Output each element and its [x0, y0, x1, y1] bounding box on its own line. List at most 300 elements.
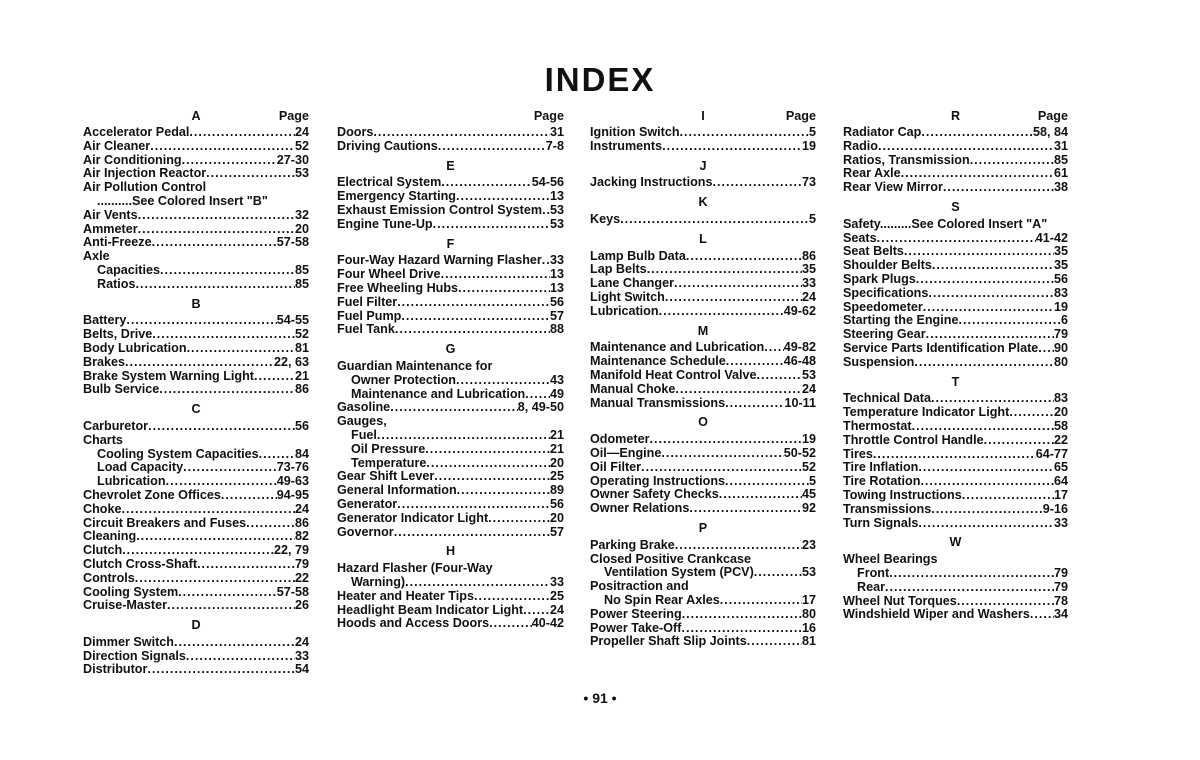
- index-entry: [337, 204, 564, 218]
- index-entry: [843, 608, 1068, 622]
- index-entry: [83, 195, 309, 209]
- entry-label: Windshield Wiper and Washers: [843, 607, 1030, 622]
- dot-leader: [962, 489, 1054, 503]
- section-letter: E: [446, 158, 455, 173]
- entry-page: 13: [549, 189, 564, 204]
- entry-label: Wheel Nut Torques: [843, 593, 957, 608]
- section-letter: B: [191, 296, 201, 311]
- index-section: [590, 416, 816, 516]
- entry-page: 5: [808, 211, 816, 226]
- index-entry: [590, 461, 816, 475]
- entry-page: 23: [801, 537, 816, 552]
- entry-page: 31: [549, 125, 564, 139]
- dot-leader: [434, 470, 550, 484]
- entry-label: Suspension: [843, 354, 915, 369]
- page-number: • 91 •: [583, 690, 617, 706]
- entry-label: Axle: [83, 249, 110, 264]
- entry-label: Tires: [843, 446, 873, 461]
- entry-page: 49: [549, 386, 564, 401]
- entry-label: Capacities: [97, 262, 160, 277]
- index-entry: [337, 526, 564, 540]
- section-letter: M: [697, 323, 709, 338]
- entry-page: 22, 63: [273, 354, 309, 369]
- index-entry: [590, 383, 816, 397]
- entry-page: 20: [549, 510, 564, 525]
- entry-label: Owner Protection: [351, 372, 456, 387]
- entry-page: 54-55: [276, 313, 309, 328]
- entry-label: Cooling System: [83, 584, 179, 599]
- dot-leader: [916, 273, 1054, 287]
- index-section: [843, 201, 1068, 370]
- dot-leader: [542, 254, 550, 268]
- dot-leader: [725, 397, 784, 411]
- index-column-1: [83, 110, 309, 677]
- entry-page: 21: [294, 368, 309, 383]
- entry-label: Technical Data: [843, 391, 931, 406]
- section-letter: A: [191, 109, 201, 123]
- entry-label: Parking Brake: [590, 537, 675, 552]
- entry-label: Air Pollution Control: [83, 180, 207, 195]
- entry-page: 17: [1053, 487, 1068, 502]
- entry-label: Direction Signals: [83, 648, 186, 663]
- index-entry: [83, 342, 309, 356]
- index-entry: [337, 470, 564, 484]
- dot-leader: [206, 167, 295, 181]
- section-letter: H: [445, 544, 456, 559]
- entry-label: Fuel: [351, 427, 377, 442]
- index-entry: [590, 566, 816, 580]
- index-entry: [337, 429, 564, 443]
- dot-leader: [641, 461, 802, 475]
- entry-label: Anti-Freeze: [83, 235, 152, 250]
- entry-label: Doors: [337, 125, 374, 139]
- entry-label: Ratios, Transmission: [843, 152, 970, 167]
- index-section: [590, 325, 816, 411]
- entry-label: Manual Transmissions: [590, 395, 726, 410]
- dot-leader: [401, 310, 550, 324]
- dot-leader: [136, 278, 295, 292]
- dot-leader: [425, 443, 550, 457]
- dot-leader: [147, 663, 295, 677]
- index-entry: [83, 663, 309, 677]
- dot-leader: [928, 287, 1054, 301]
- entry-page: 79: [1053, 565, 1068, 580]
- index-section: [337, 126, 564, 154]
- section-letter: O: [698, 415, 708, 430]
- index-column-4: [843, 110, 1068, 622]
- dot-leader: [725, 475, 809, 489]
- entry-label: Radio: [843, 138, 878, 153]
- entry-label: Jacking Instructions: [590, 175, 713, 190]
- index-entry: [83, 223, 309, 237]
- entry-page: 79: [1053, 579, 1068, 594]
- entry-label: Bulb Service: [83, 382, 160, 397]
- entry-label: Throttle Control Handle: [843, 432, 984, 447]
- dot-leader: [680, 126, 809, 140]
- entry-label: Thermostat: [843, 418, 912, 433]
- entry-label: Front: [857, 565, 890, 580]
- index-entry: [843, 218, 1068, 232]
- index-section: [590, 126, 816, 154]
- entry-label: Lubrication: [590, 303, 659, 318]
- index-section: [337, 343, 564, 539]
- dot-leader: [649, 433, 802, 447]
- index-entry: [590, 263, 816, 277]
- index-entry: [843, 356, 1068, 370]
- entry-page: 79: [1053, 327, 1068, 342]
- section-letter: T: [951, 374, 960, 389]
- section-letter: R: [950, 109, 961, 123]
- index-entry: [83, 448, 309, 462]
- entry-label: Charts: [83, 432, 123, 447]
- dot-leader: [182, 154, 277, 168]
- dot-leader: [620, 213, 809, 227]
- entry-page: 32: [294, 207, 309, 222]
- entry-label: No Spin Rear Axles: [604, 592, 720, 607]
- index-entry: [843, 154, 1068, 168]
- entry-page: 58, 84: [1032, 125, 1068, 139]
- dot-leader: [926, 328, 1054, 342]
- index-entry: [843, 489, 1068, 503]
- index-section: [590, 522, 816, 649]
- entry-label: Warning): [351, 574, 406, 589]
- entry-label: Ratios: [97, 276, 136, 291]
- dot-leader: [689, 502, 802, 516]
- section-letter: I: [701, 109, 705, 123]
- entry-label: Seats: [843, 230, 877, 245]
- dot-leader: [405, 576, 550, 590]
- dot-leader: [456, 374, 550, 388]
- entry-label: Temperature Indicator Light: [843, 405, 1010, 420]
- dot-leader: [873, 448, 1036, 462]
- dot-leader: [675, 539, 802, 553]
- entry-label: Tire Rotation: [843, 474, 921, 489]
- entry-page: 53: [801, 565, 816, 580]
- dot-leader: [189, 126, 295, 140]
- index-entry: [83, 181, 309, 195]
- entry-label: Operating Instructions: [590, 473, 726, 488]
- entry-page: 64-77: [1035, 446, 1068, 461]
- entry-page: 58: [1053, 418, 1068, 433]
- entry-label: Oil—Engine: [590, 445, 662, 460]
- entry-page: 38: [1053, 180, 1068, 195]
- index-entry: [337, 498, 564, 512]
- entry-label: Exhaust Emission Control System: [337, 202, 543, 217]
- index-entry: [590, 553, 816, 567]
- dot-leader: [931, 392, 1054, 406]
- entry-page: 19: [1053, 299, 1068, 314]
- page-column-label: Page: [533, 109, 564, 123]
- entry-label: Ignition Switch: [590, 125, 680, 139]
- index-entry: [83, 209, 309, 223]
- entry-page: 5: [808, 473, 816, 488]
- entry-page: 85: [294, 262, 309, 277]
- index-entry: [590, 355, 816, 369]
- dot-leader: [659, 305, 784, 319]
- entry-page: 85: [294, 276, 309, 291]
- dot-leader: [877, 232, 1036, 246]
- index-entry: [83, 278, 309, 292]
- entry-label: Gear Shift Lever: [337, 469, 435, 484]
- index-entry: [590, 126, 816, 140]
- dot-leader: [135, 572, 295, 586]
- entry-label: Load Capacity: [97, 460, 184, 475]
- index-entry: [83, 420, 309, 434]
- index-entry: [337, 415, 564, 429]
- entry-label: Maintenance Schedule: [590, 354, 726, 369]
- entry-label: Fuel Filter: [337, 294, 398, 309]
- dot-leader: [488, 512, 550, 526]
- entry-page: 57: [549, 308, 564, 323]
- entry-page: 64: [1053, 474, 1068, 489]
- dot-leader: [254, 370, 295, 384]
- entry-label: Light Switch: [590, 289, 665, 304]
- entry-label: Turn Signals: [843, 515, 919, 530]
- entry-page: 50-52: [783, 445, 816, 460]
- index-entry: [590, 397, 816, 411]
- entry-page: 33: [549, 253, 564, 268]
- dot-leader: [183, 461, 277, 475]
- index-entry: [590, 475, 816, 489]
- dot-leader: [931, 503, 1043, 517]
- entry-page: 78: [1053, 593, 1068, 608]
- index-entry: [83, 503, 309, 517]
- entry-label: Clutch: [83, 543, 123, 558]
- dot-leader: [159, 383, 295, 397]
- entry-label: Cooling System Capacities: [97, 446, 259, 461]
- entry-label: Distributor: [83, 662, 148, 677]
- index-entry: [590, 539, 816, 553]
- entry-page: 5: [808, 125, 816, 139]
- entry-page: 24: [801, 289, 816, 304]
- index-entry: [590, 291, 816, 305]
- dot-leader: [474, 590, 550, 604]
- entry-label: Safety.........See Colored Insert "A": [843, 216, 1048, 231]
- index-section: [843, 376, 1068, 531]
- dot-leader: [957, 595, 1054, 609]
- dot-leader: [457, 484, 550, 498]
- index-section: [83, 403, 309, 613]
- dot-leader: [221, 489, 277, 503]
- entry-label: Brake System Warning Light: [83, 368, 254, 383]
- dot-leader: [138, 223, 295, 237]
- entry-page: 24: [294, 125, 309, 139]
- entry-label: Body Lubrication: [83, 340, 187, 355]
- dot-leader: [122, 503, 295, 517]
- index-entry: [337, 296, 564, 310]
- section-letter: K: [698, 195, 708, 210]
- dot-leader: [747, 635, 802, 649]
- entry-label: Air Cleaner: [83, 138, 151, 153]
- index-entry: [83, 370, 309, 384]
- entry-label: Closed Positive Crankcase: [590, 551, 751, 566]
- entry-label: Temperature: [351, 455, 427, 470]
- entry-label: Air Vents: [83, 207, 138, 222]
- entry-page: 24: [801, 381, 816, 396]
- dot-leader: [167, 599, 295, 613]
- entry-label: Instruments: [590, 138, 663, 153]
- index-entry: [843, 567, 1068, 581]
- index-entry: [590, 488, 816, 502]
- index-entry: [83, 140, 309, 154]
- entry-label: Shoulder Belts: [843, 258, 932, 273]
- dot-leader: [712, 176, 802, 190]
- entry-label: Owner Safety Checks: [590, 487, 719, 502]
- index-entry: [843, 475, 1068, 489]
- dot-leader: [542, 204, 550, 218]
- entry-page: 86: [294, 382, 309, 397]
- dot-leader: [1038, 342, 1054, 356]
- entry-page: 73-76: [276, 460, 309, 475]
- entry-page: 89: [549, 483, 564, 498]
- entry-label: Generator Indicator Light: [337, 510, 489, 525]
- dot-leader: [662, 140, 802, 154]
- index-entry: [843, 181, 1068, 195]
- index-entry: [83, 461, 309, 475]
- index-entry: [337, 140, 564, 154]
- index-entry: [843, 167, 1068, 181]
- entry-label: Power Take-Off: [590, 620, 682, 635]
- index-entry: [843, 503, 1068, 517]
- index-entry: [843, 314, 1068, 328]
- dot-leader: [661, 447, 783, 461]
- entry-page: 33: [801, 276, 816, 291]
- entry-page: 13: [549, 267, 564, 282]
- entry-label: Power Steering: [590, 606, 682, 621]
- entry-page: 9-16: [1042, 501, 1068, 516]
- entry-label: Controls: [83, 570, 135, 585]
- dot-leader: [377, 429, 550, 443]
- dot-leader: [918, 461, 1054, 475]
- entry-label: Service Parts Identification Plate: [843, 340, 1039, 355]
- index-entry: [337, 401, 564, 415]
- entry-page: 19: [801, 138, 816, 153]
- index-entry: [83, 250, 309, 264]
- entry-page: 35: [1053, 244, 1068, 259]
- dot-leader: [456, 190, 550, 204]
- dot-leader: [259, 448, 295, 462]
- entry-page: 52: [294, 138, 309, 153]
- index-entry: [843, 392, 1068, 406]
- dot-leader: [720, 594, 802, 608]
- entry-page: 7-8: [545, 138, 564, 153]
- entry-page: 49-82: [783, 340, 816, 355]
- dot-leader: [136, 530, 295, 544]
- dot-leader: [901, 167, 1054, 181]
- index-entry: [590, 502, 816, 516]
- entry-page: 94-95: [276, 487, 309, 502]
- entry-label: Lap Belts: [590, 262, 647, 277]
- dot-leader: [186, 650, 295, 664]
- dot-leader: [397, 296, 550, 310]
- index-entry: [337, 126, 564, 140]
- index-entry: [337, 617, 564, 631]
- entry-page: 86: [801, 248, 816, 263]
- entry-page: 53: [294, 166, 309, 181]
- dot-leader: [373, 126, 550, 140]
- dot-leader: [958, 314, 1061, 328]
- entry-label: Speedometer: [843, 299, 923, 314]
- entry-page: 33: [1053, 515, 1068, 530]
- index-entry: [83, 383, 309, 397]
- page-column-label: Page: [278, 109, 309, 123]
- index-entry: [83, 236, 309, 250]
- entry-page: 73: [801, 175, 816, 190]
- entry-label: Rear Axle: [843, 166, 901, 181]
- index-entry: [337, 190, 564, 204]
- index-section: [590, 196, 816, 227]
- index-section: [590, 160, 816, 191]
- index-entry: [83, 264, 309, 278]
- dot-leader: [426, 457, 550, 471]
- index-entry: [590, 622, 816, 636]
- section-letter: C: [191, 402, 201, 417]
- entry-page: 21: [549, 441, 564, 456]
- entry-page: 25: [549, 469, 564, 484]
- index-entry: [83, 167, 309, 181]
- index-entry: [843, 406, 1068, 420]
- index-entry: [590, 635, 816, 649]
- entry-page: 27-30: [276, 152, 309, 167]
- entry-page: 83: [1053, 391, 1068, 406]
- entry-page: 25: [549, 588, 564, 603]
- entry-label: Battery: [83, 313, 127, 328]
- entry-label: Gasoline: [337, 400, 391, 415]
- index-entry: [843, 126, 1068, 140]
- index-entry: [83, 517, 309, 531]
- entry-label: General Information: [337, 483, 457, 498]
- dot-leader: [160, 264, 295, 278]
- index-entry: [843, 553, 1068, 567]
- index-entry: [843, 517, 1068, 531]
- entry-label: Brakes: [83, 354, 126, 369]
- entry-label: Accelerator Pedal: [83, 125, 190, 139]
- index-entry: [590, 250, 816, 264]
- entry-label: Air Conditioning: [83, 152, 182, 167]
- index-entry: [337, 512, 564, 526]
- entry-page: 20: [549, 455, 564, 470]
- entry-page: 20: [1053, 405, 1068, 420]
- index-entry: [590, 305, 816, 319]
- section-letter: G: [445, 342, 456, 357]
- index-section: [337, 160, 564, 232]
- index-entry: [590, 580, 816, 594]
- page-column-label: Page: [785, 109, 816, 123]
- dot-leader: [904, 245, 1054, 259]
- dot-leader: [984, 434, 1054, 448]
- section-letter: S: [951, 199, 960, 214]
- index-entry: [83, 328, 309, 342]
- entry-page: 40-42: [531, 616, 564, 631]
- index-section: [843, 126, 1068, 195]
- dot-leader: [138, 209, 295, 223]
- entry-label: Lamp Bulb Data: [590, 248, 686, 263]
- entry-label: Tire Inflation: [843, 460, 919, 475]
- dot-leader: [889, 567, 1054, 581]
- index-entry: [83, 530, 309, 544]
- index-entry: [83, 599, 309, 613]
- entry-page: 53: [549, 202, 564, 217]
- entry-label: Emergency Starting: [337, 189, 456, 204]
- index-section: [83, 298, 309, 398]
- index-entry: [843, 301, 1068, 315]
- entry-page: 53: [549, 216, 564, 231]
- dot-leader: [174, 636, 295, 650]
- index-entry: [83, 636, 309, 650]
- index-entry: [843, 581, 1068, 595]
- entry-page: 56: [549, 496, 564, 511]
- index-entry: [843, 461, 1068, 475]
